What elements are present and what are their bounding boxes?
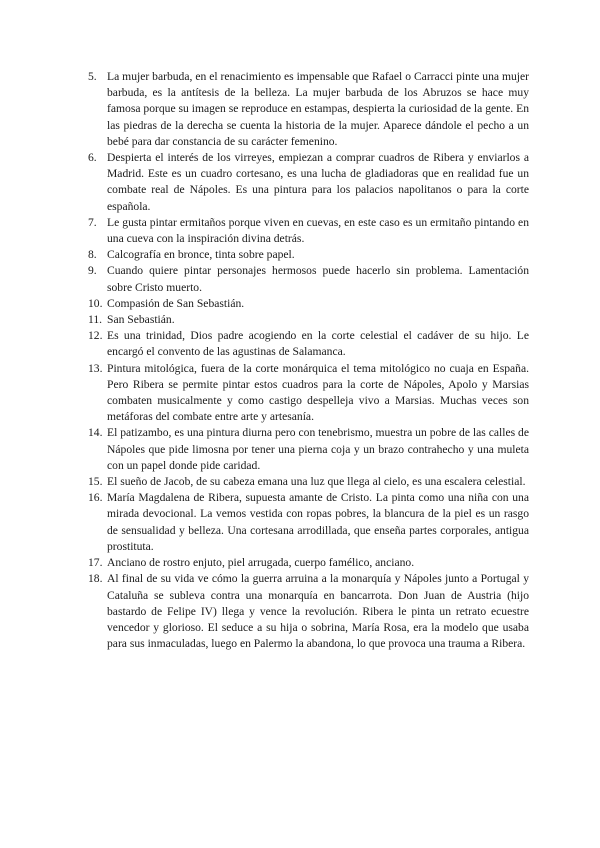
item-number: 18. xyxy=(88,572,103,586)
item-number: 17. xyxy=(88,556,103,570)
list-item xyxy=(88,150,529,215)
item-text: Cuando quiere pintar personajes hermosos puede hacerlo sin problema. Lamentación sobre Cristo muerto. xyxy=(107,264,529,294)
item-number: 6. xyxy=(88,151,97,165)
item-number: 13. xyxy=(88,361,103,375)
list-item xyxy=(88,571,529,652)
list-item xyxy=(88,215,529,247)
list-item xyxy=(88,490,529,555)
list-item xyxy=(88,474,529,490)
item-text: Al final de su vida ve cómo la guerra arruina a la monarquía y Nápoles junto a Portugal y Cataluña se subleva contra una monarquía en bancarrota. Don Juan de Austria (hijo bastardo de Felipe IV) llega y vence la revolución. Ribera le pinta un retrato ecuestre vencedor y glorioso. El seduce a su hija o sobrina, María Rosa, era la modelo que usaba para sus inmaculadas, luego en Palermo la abandona, lo que provoca una trauma a Ribera. xyxy=(107,572,529,651)
item-text: Es una trinidad, Dios padre acogiendo en la corte celestial el cadáver de su hijo. Le encargó el convento de las agustinas de Salamanca. xyxy=(107,329,529,359)
item-number: 11. xyxy=(88,313,103,327)
item-text: Calcografía en bronce, tinta sobre papel. xyxy=(107,248,295,262)
list-item xyxy=(88,263,529,295)
item-number: 15. xyxy=(88,475,103,489)
numbered-list xyxy=(88,69,529,652)
item-text: María Magdalena de Ribera, supuesta amante de Cristo. La pinta como una niña con una mirada devocional. La vemos vestida con ropas pobres, la blancura de la piel es un rasgo de sensualidad y belleza. Una cortesana arrodillada, que enseña partes corporales, antigua prostituta. xyxy=(107,491,529,553)
item-text: San Sebastián. xyxy=(107,313,175,327)
item-text: La mujer barbuda, en el renacimiento es impensable que Rafael o Carracci pinte una mujer barbuda, es la antítesis de la belleza. La mujer barbuda de los Abruzos se hace muy famosa porque su imagen se reproduce en estampas, despierta la curiosidad de la gente. En las piedras de la derecha se cuenta la historia de la mujer. Aparece dándole el pecho a un bebé para dar constancia de su carácter femenino. xyxy=(107,70,529,148)
item-number: 14. xyxy=(88,426,103,440)
item-number: 16. xyxy=(88,491,103,505)
list-item xyxy=(88,361,529,426)
list-item xyxy=(88,425,529,474)
item-number: 7. xyxy=(88,215,97,229)
list-item xyxy=(88,296,529,312)
item-text: Compasión de San Sebastián. xyxy=(107,296,245,310)
list-item xyxy=(88,247,529,263)
item-text: El patizambo, es una pintura diurna pero con tenebrismo, muestra un pobre de las calles de Nápoles que pide limosna por tener una pierna coja y un brazo contrahecho y una muleta con un papel donde pide caridad. xyxy=(107,426,529,472)
list-item xyxy=(88,328,529,360)
item-number: 9. xyxy=(88,264,97,278)
item-text: Pintura mitológica, fuera de la corte monárquica el tema mitológico no cuaja en España. Pero Ribera se permite pintar estos cuadros para la corte de Nápoles, Apolo y Marsias combaten musicalmente y como castigo despelleja vivo a Marsias. Muchas veces son metáforas del combate entre arte y artesanía. xyxy=(107,361,529,424)
list-item xyxy=(88,555,529,571)
item-text: Anciano de rostro enjuto, piel arrugada, cuerpo famélico, anciano. xyxy=(107,556,415,570)
list-item xyxy=(88,312,529,328)
item-text: El sueño de Jacob, de su cabeza emana una luz que llega al cielo, es una escalera celestial. xyxy=(107,475,526,489)
item-number: 12. xyxy=(88,329,103,343)
item-text: Despierta el interés de los virreyes, empiezan a comprar cuadros de Ribera y enviarlos a Madrid. Este es un cuadro cortesano, es una lucha de gladiadoras que en realidad fue un combate real de Nápoles. Es una pintura para los palacios napolitanos o para la corte española. xyxy=(107,151,529,213)
list-item xyxy=(88,69,529,150)
item-number: 5. xyxy=(88,70,97,83)
item-number: 8. xyxy=(88,248,97,262)
item-text: Le gusta pintar ermitaños porque viven en cuevas, en este caso es un ermitaño pintando en una cueva con la inspiración divina detrás. xyxy=(107,215,529,246)
item-number: 10. xyxy=(88,296,103,310)
